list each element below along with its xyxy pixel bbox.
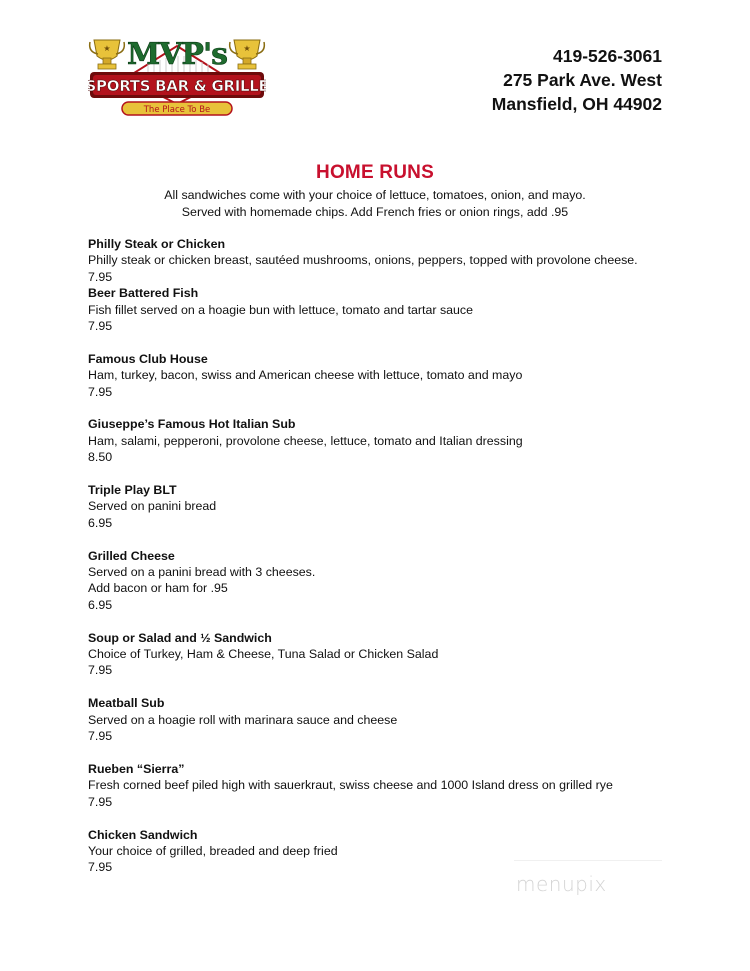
item-price: 7.95: [88, 663, 113, 678]
menu-item-beer-battered-fish: [88, 285, 688, 334]
city-state-zip: Mansfield, OH 44902: [491, 94, 662, 114]
item-name: Famous Club House: [88, 351, 208, 366]
intro-line-2: Served with homemade chips. Add French fries or onion rings, add .95: [181, 204, 569, 219]
item-price: 7.95: [88, 794, 113, 809]
item-price: 7.95: [88, 729, 113, 744]
menu-item-soup-salad-half-sandwich: [88, 630, 688, 679]
menu-item-rueben-sierra: [88, 761, 688, 810]
item-name: Chicken Sandwich: [88, 827, 198, 842]
item-name: Giuseppe’s Famous Hot Italian Sub: [88, 417, 296, 432]
svg-text:★: ★: [243, 44, 251, 53]
item-name: Grilled Cheese: [88, 548, 175, 563]
item-price: 7.95: [88, 860, 113, 875]
street-address: 275 Park Ave. West: [503, 70, 662, 90]
menu-item-italian-sub: [88, 416, 688, 465]
watermark-divider: [514, 860, 662, 861]
item-description: Served on a hoagie roll with marinara sauce and cheese: [88, 712, 398, 727]
menu-item-meatball-sub: [88, 695, 688, 744]
item-description: Ham, turkey, bacon, swiss and American cheese with lettuce, tomato and mayo: [88, 368, 523, 383]
item-description: Served on a panini bread with 3 cheeses.: [88, 565, 316, 580]
item-description: Your choice of grilled, breaded and deep fried: [88, 843, 338, 858]
item-price: 8.50: [88, 450, 113, 465]
item-name: Triple Play BLT: [88, 483, 177, 498]
logo-title: MVP's: [126, 37, 228, 72]
menu-item-philly-steak: [88, 236, 688, 285]
item-price: 7.95: [88, 319, 113, 334]
restaurant-logo: [88, 34, 266, 118]
watermark: menupix: [516, 872, 607, 896]
item-description: Fish fillet served on a hoagie bun with lettuce, tomato and tartar sauce: [88, 302, 474, 317]
item-description-addon: Add bacon or ham for .95: [88, 581, 228, 596]
item-name: Rueben “Sierra”: [88, 761, 185, 776]
menu-list: [88, 236, 688, 876]
menu-item-triple-play-blt: [88, 482, 688, 531]
intro-line-1: All sandwiches come with your choice of lettuce, tomatoes, onion, and mayo.: [164, 188, 586, 202]
item-name: Philly Steak or Chicken: [88, 237, 226, 251]
item-price: 7.95: [88, 384, 113, 399]
item-description: Philly steak or chicken breast, sautéed mushrooms, onions, peppers, topped with provolone cheese.: [88, 253, 638, 268]
logo-tagline: The Place To Be: [143, 105, 211, 115]
item-description: Fresh corned beef piled high with sauerkraut, swiss cheese and 1000 Island dress on grilled rye: [88, 778, 613, 793]
item-price: 6.95: [88, 515, 113, 530]
item-name: Meatball Sub: [88, 696, 165, 711]
svg-text:★: ★: [103, 44, 111, 53]
item-description: Served on panini bread: [88, 499, 217, 514]
item-price: 7.95: [88, 269, 113, 284]
logo-graphic: [88, 34, 266, 118]
phone-number: 419-526-3061: [553, 46, 662, 66]
trophy-icon-right: [230, 40, 265, 69]
item-price: 6.95: [88, 597, 113, 612]
item-description: Ham, salami, pepperoni, provolone cheese, lettuce, tomato and Italian dressing: [88, 433, 523, 448]
item-name: Beer Battered Fish: [88, 286, 199, 301]
section-title: HOME RUNS: [316, 162, 434, 183]
logo-subtitle: SPORTS BAR & GRILLE: [88, 77, 266, 95]
menu-item-famous-club-house: [88, 351, 688, 400]
menu-item-chicken-sandwich: [88, 827, 688, 876]
contact-info: [492, 44, 662, 116]
menu-item-grilled-cheese: [88, 548, 688, 614]
section-intro: [0, 187, 750, 220]
trophy-icon-left: [90, 40, 125, 69]
item-name: Soup or Salad and ½ Sandwich: [88, 630, 272, 645]
item-description: Choice of Turkey, Ham & Cheese, Tuna Salad or Chicken Salad: [88, 647, 439, 662]
